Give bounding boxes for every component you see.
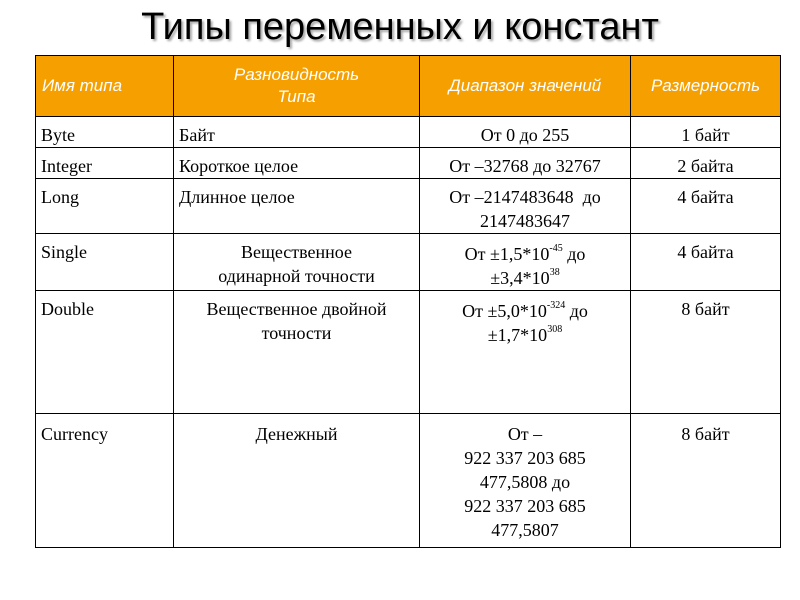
page-title: Типы переменных и констант xyxy=(141,6,659,48)
size-cell: 8 байт xyxy=(631,414,781,548)
range-line: От –2147483648 до xyxy=(449,187,601,207)
range-line: 2147483647 xyxy=(480,211,570,231)
range-exponent: 38 xyxy=(549,267,560,278)
range-cell xyxy=(420,234,631,291)
range-line: От – xyxy=(507,424,543,444)
variety-cell: Короткое целое xyxy=(174,148,420,179)
header-size: Размерность xyxy=(631,56,781,117)
range-text: От ±5,0*10 xyxy=(462,301,547,321)
range-cell: От 0 до 255 xyxy=(420,117,631,148)
type-name-cell: Currency xyxy=(36,414,174,548)
table-header-row xyxy=(36,56,781,117)
types-table xyxy=(35,55,781,548)
range-line xyxy=(425,299,625,323)
range-cell: От –32768 до 32767 xyxy=(420,148,631,179)
table-row xyxy=(36,179,781,234)
variety-cell: Денежный xyxy=(174,414,420,548)
header-range: Диапазон значений xyxy=(420,56,631,117)
range-line xyxy=(425,323,625,347)
type-name-cell: Single xyxy=(36,234,174,291)
range-exponent: -324 xyxy=(546,300,566,311)
range-exponent: 308 xyxy=(547,324,563,335)
type-name-cell: Long xyxy=(36,179,174,234)
range-text: до xyxy=(565,301,588,321)
range-line: 922 337 203 685 xyxy=(464,496,586,516)
range-line: 922 337 203 685 xyxy=(464,448,586,468)
table-row xyxy=(36,414,781,548)
table-row xyxy=(36,117,781,148)
variety-cell xyxy=(174,234,420,291)
header-variety-line1: Разновидность xyxy=(233,65,360,84)
range-exponent: -45 xyxy=(549,243,563,254)
size-cell: 4 байта xyxy=(631,234,781,291)
variety-line: Вещественное xyxy=(240,242,352,262)
header-variety xyxy=(174,56,420,117)
range-text: ±1,7*10 xyxy=(487,325,548,345)
variety-cell: Длинное целое xyxy=(174,179,420,234)
variety-cell: Байт xyxy=(174,117,420,148)
range-text: ±3,4*10 xyxy=(490,268,550,288)
range-line xyxy=(425,242,625,266)
header-variety-line2: Типа xyxy=(277,87,316,106)
size-cell: 8 байт xyxy=(631,291,781,414)
variety-cell xyxy=(174,291,420,414)
table-row xyxy=(36,234,781,291)
table-row xyxy=(36,291,781,414)
type-name-cell: Byte xyxy=(36,117,174,148)
range-cell xyxy=(420,291,631,414)
range-text: до xyxy=(562,244,586,264)
variety-line: точности xyxy=(261,323,332,343)
size-cell: 4 байта xyxy=(631,179,781,234)
range-cell xyxy=(420,414,631,548)
header-type-name: Имя типа xyxy=(36,56,174,117)
range-line: 477,5807 xyxy=(491,520,559,540)
range-cell xyxy=(420,179,631,234)
type-name-cell: Integer xyxy=(36,148,174,179)
range-line: 477,5808 до xyxy=(479,472,571,492)
variety-line: одинарной точности xyxy=(218,266,375,286)
range-line xyxy=(425,266,625,290)
type-name-cell: Double xyxy=(36,291,174,414)
table-row xyxy=(36,148,781,179)
variety-line: Вещественное двойной xyxy=(206,299,387,319)
size-cell: 2 байта xyxy=(631,148,781,179)
range-text: От ±1,5*10 xyxy=(464,244,550,264)
size-cell: 1 байт xyxy=(631,117,781,148)
